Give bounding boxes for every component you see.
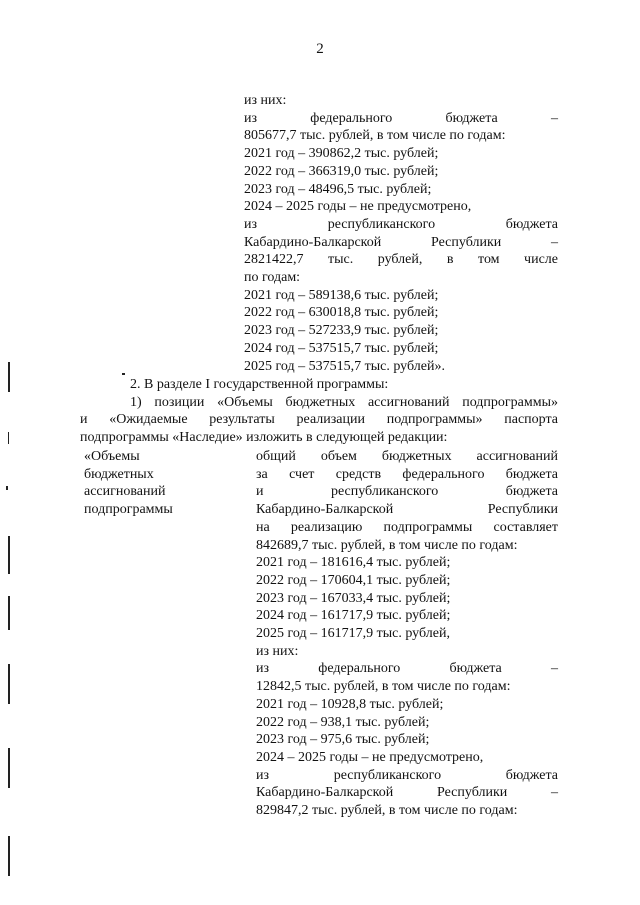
funding-breakdown-continued <box>244 92 558 375</box>
value-line: 2022 год – 938,1 тыс. рублей; <box>256 714 430 730</box>
text-line: 2024 год – 537515,7 тыс. рублей; <box>244 340 439 356</box>
scan-artifact-mark <box>8 536 10 574</box>
value-line: 2024 год – 161717,9 тыс. рублей; <box>256 608 451 624</box>
text-line: 2023 год – 48496,5 тыс. рублей; <box>244 181 432 197</box>
label-line: «Объемы <box>84 449 140 464</box>
value-line: Кабардино-Балкарской Республики <box>256 502 558 518</box>
value-line: и республиканского бюджета <box>256 484 558 500</box>
text-line: по годам: <box>244 270 301 286</box>
scan-artifact-mark <box>8 596 10 630</box>
amendment-paragraph <box>80 394 558 447</box>
value-line: 2021 год – 181616,4 тыс. рублей; <box>256 555 451 571</box>
value-line: 842689,7 тыс. рублей, в том числе по годам: <box>256 537 518 553</box>
text-line: 2821422,7 тыс. рублей, в том числе <box>244 252 558 268</box>
value-line: 2025 год – 161717,9 тыс. рублей, <box>256 626 450 642</box>
text-line: 2021 год – 390862,2 тыс. рублей; <box>244 146 439 162</box>
text-line: Кабардино-Балкарской Республики – <box>244 234 558 250</box>
value-line: общий объем бюджетных ассигнований <box>256 449 558 464</box>
scan-artifact-mark <box>122 373 125 375</box>
section-item: 2. В разделе I государственной программы: <box>130 377 389 392</box>
text-line: 2023 год – 527233,9 тыс. рублей; <box>244 323 439 339</box>
value-line: из них: <box>256 643 299 659</box>
paragraph-line: подпрограммы «Наследие» изложить в следующей редакции: <box>80 430 448 446</box>
value-line: 2022 год – 170604,1 тыс. рублей; <box>256 572 451 588</box>
scan-artifact-mark <box>6 486 8 490</box>
text-line: 2024 – 2025 годы – не предусмотрено, <box>244 199 472 215</box>
text-line: 805677,7 тыс. рублей, в том числе по годам: <box>244 128 506 144</box>
page-number: 2 <box>316 41 324 57</box>
value-line: из республиканского бюджета <box>256 767 558 783</box>
value-line: из федерального бюджета – <box>256 661 558 677</box>
text-line: 2022 год – 630018,8 тыс. рублей; <box>244 305 439 321</box>
value-line: 829847,2 тыс. рублей, в том числе по годам: <box>256 803 518 819</box>
label-line: ассигнований <box>84 484 166 500</box>
paragraph-line: 1) позиции «Объемы бюджетных ассигнований подпрограммы» <box>130 394 558 410</box>
value-line: 2024 – 2025 годы – не предусмотрено, <box>256 749 484 765</box>
value-line: за счет средств федерального бюджета <box>256 466 558 482</box>
value-line: 2023 год – 167033,4 тыс. рублей; <box>256 590 451 606</box>
value-line: 2021 год – 10928,8 тыс. рублей; <box>256 696 444 712</box>
label-line: подпрограммы <box>84 502 173 518</box>
scan-artifact-mark <box>8 362 10 392</box>
label-line: бюджетных <box>84 466 154 482</box>
text-line: из федерального бюджета – <box>244 110 558 126</box>
text-line: из республиканского бюджета <box>244 216 558 232</box>
amendment-section <box>80 376 558 447</box>
row-value <box>256 448 558 820</box>
text-line: из них: <box>244 93 287 108</box>
scan-artifact-mark <box>8 432 9 444</box>
text-line: 2025 год – 537515,7 тыс. рублей». <box>244 358 445 374</box>
scan-artifact-mark <box>8 836 10 876</box>
value-line: на реализацию подпрограммы составляет <box>256 519 558 535</box>
scan-artifact-mark <box>8 664 10 704</box>
scan-artifact-mark <box>8 748 10 788</box>
value-line: 2023 год – 975,6 тыс. рублей; <box>256 732 430 748</box>
text-line: 2021 год – 589138,6 тыс. рублей; <box>244 287 439 303</box>
value-line: 12842,5 тыс. рублей, в том числе по годам: <box>256 679 511 695</box>
paragraph-line: и «Ожидаемые результаты реализации подпрограммы» паспорта <box>80 412 558 428</box>
value-line: Кабардино-Балкарской Республики – <box>256 785 558 801</box>
text-line: 2022 год – 366319,0 тыс. рублей; <box>244 163 439 179</box>
row-label <box>84 448 234 519</box>
